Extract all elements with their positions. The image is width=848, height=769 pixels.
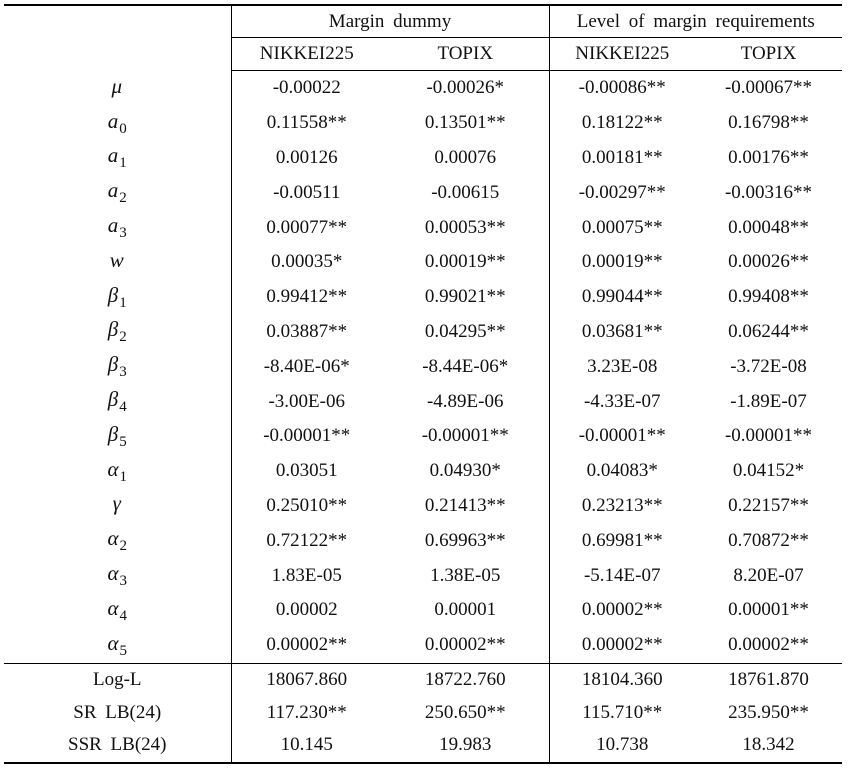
value-cell: 18722.760 bbox=[382, 663, 549, 696]
parameter-label bbox=[4, 349, 231, 384]
table-row bbox=[4, 489, 842, 524]
value-cell: 10.738 bbox=[596, 734, 649, 756]
value-cell: 18.342 bbox=[742, 734, 795, 756]
parameter-label bbox=[4, 558, 231, 593]
value-cell: 0.00176** bbox=[728, 146, 809, 168]
value-cell: -3.72E-08 bbox=[730, 355, 807, 377]
value-cell: -0.00026* bbox=[382, 71, 549, 106]
parameter-label bbox=[4, 175, 231, 210]
value-cell: -0.00297** bbox=[578, 181, 666, 203]
value-cell: 0.99044** bbox=[581, 286, 663, 308]
value-cell: 0.04930* bbox=[382, 454, 549, 489]
value-cell: 117.230** bbox=[266, 701, 347, 723]
table-row bbox=[4, 696, 842, 729]
parameter-symbol: $\alpha_2$ bbox=[107, 526, 128, 555]
value-cell: 3.23E-08 bbox=[587, 355, 658, 377]
value-cell: -0.00022 bbox=[272, 77, 341, 99]
table-row bbox=[4, 419, 842, 454]
sub-header-topix-level: TOPIX bbox=[695, 38, 842, 71]
value-cell: 0.69981** bbox=[581, 529, 663, 551]
parameter-symbol: $\alpha_4$ bbox=[107, 595, 128, 624]
table-row bbox=[4, 141, 842, 176]
value-cell: 0.04295** bbox=[382, 315, 549, 350]
statistic-label: SR LB(24) bbox=[4, 696, 231, 729]
table-row bbox=[4, 71, 842, 106]
parameter-symbol: $\alpha_5$ bbox=[107, 630, 128, 659]
table-row bbox=[4, 106, 842, 141]
value-cell: 0.99412** bbox=[266, 286, 348, 308]
parameter-label bbox=[4, 280, 231, 315]
value-cell: 0.03681** bbox=[581, 320, 663, 342]
table-row bbox=[4, 384, 842, 419]
parameter-label bbox=[4, 210, 231, 245]
parameter-symbol: $\beta_2$ bbox=[107, 317, 127, 346]
value-cell: -4.89E-06 bbox=[382, 384, 549, 419]
value-cell: 0.00001** bbox=[728, 599, 809, 621]
value-cell: 235.950** bbox=[728, 701, 809, 723]
parameter-symbol: $\beta_4$ bbox=[107, 387, 127, 416]
value-cell: -0.00001** bbox=[578, 425, 666, 447]
value-cell: 0.00002 bbox=[275, 599, 338, 621]
sub-header-nikkei-dummy: NIKKEI225 bbox=[231, 38, 382, 71]
value-cell: -5.14E-07 bbox=[583, 564, 661, 586]
group-header-row bbox=[4, 5, 842, 38]
value-cell: 0.00035* bbox=[271, 251, 343, 273]
parameter-label bbox=[4, 315, 231, 350]
value-cell: 0.00077** bbox=[266, 216, 348, 238]
value-cell: 18104.360 bbox=[581, 668, 663, 690]
value-cell: -8.40E-06* bbox=[263, 355, 350, 377]
value-cell: 0.00075** bbox=[581, 216, 663, 238]
value-cell: 0.03887** bbox=[266, 320, 348, 342]
value-cell: -4.33E-07 bbox=[583, 390, 661, 412]
value-cell: 0.04152* bbox=[732, 460, 805, 482]
value-cell: 10.145 bbox=[280, 734, 333, 756]
value-cell: -0.00001** bbox=[724, 425, 813, 447]
value-cell: 0.00002** bbox=[581, 599, 663, 621]
value-cell: 0.99021** bbox=[382, 280, 549, 315]
table-row bbox=[4, 523, 842, 558]
parameter-symbol: γ bbox=[112, 491, 121, 516]
value-cell: 0.04083* bbox=[586, 460, 658, 482]
parameter-label bbox=[4, 106, 231, 141]
table-row bbox=[4, 315, 842, 350]
value-cell: 18067.860 bbox=[266, 668, 348, 690]
value-cell: 0.00076 bbox=[382, 141, 549, 176]
sub-header-nikkei-level: NIKKEI225 bbox=[549, 38, 695, 71]
statistic-label: SSR LB(24) bbox=[4, 729, 231, 763]
value-cell: -0.00001** bbox=[263, 425, 351, 447]
value-cell: 0.99408** bbox=[728, 286, 809, 308]
parameter-symbol: $\alpha_3$ bbox=[107, 561, 128, 590]
parameter-symbol: $a_0$ bbox=[107, 108, 127, 137]
value-cell: 0.00019** bbox=[382, 245, 549, 280]
value-cell: 0.00053** bbox=[382, 210, 549, 245]
table-row bbox=[4, 628, 842, 663]
parameter-label bbox=[4, 454, 231, 489]
value-cell: 0.25010** bbox=[266, 494, 348, 516]
statistics-rows bbox=[4, 663, 842, 763]
value-cell: 0.00126 bbox=[275, 146, 338, 168]
table-row bbox=[4, 454, 842, 489]
value-cell: 0.00002** bbox=[549, 628, 695, 663]
parameter-symbol: $a_1$ bbox=[107, 143, 127, 172]
parameter-symbol: $\beta_1$ bbox=[107, 282, 127, 311]
group-header-margin-level: Level of margin requirements bbox=[549, 5, 842, 38]
parameter-label bbox=[4, 141, 231, 176]
parameter-label bbox=[4, 71, 231, 106]
value-cell: 0.06244** bbox=[728, 320, 809, 342]
value-cell: 0.16798** bbox=[728, 112, 809, 134]
parameter-label bbox=[4, 419, 231, 454]
value-cell: 0.00002** bbox=[695, 628, 842, 663]
value-cell: 0.23213** bbox=[581, 494, 663, 516]
value-cell: -0.00316** bbox=[724, 181, 813, 203]
value-cell: 19.983 bbox=[382, 729, 549, 763]
parameter-symbol: $a_3$ bbox=[107, 213, 127, 242]
parameter-label bbox=[4, 245, 231, 280]
parameter-label bbox=[4, 489, 231, 524]
value-cell: 0.03051 bbox=[275, 460, 338, 482]
parameter-symbol: $\beta_3$ bbox=[107, 352, 127, 381]
parameter-symbol: $a_2$ bbox=[107, 178, 127, 207]
value-cell: 0.00048** bbox=[728, 216, 809, 238]
value-cell: 0.13501** bbox=[382, 106, 549, 141]
value-cell: 0.00002** bbox=[382, 628, 549, 663]
value-cell: -3.00E-06 bbox=[268, 390, 345, 412]
table-row bbox=[4, 729, 842, 763]
value-cell: -0.00001** bbox=[382, 419, 549, 454]
value-cell: -0.00615 bbox=[382, 175, 549, 210]
results-table bbox=[4, 4, 842, 764]
value-cell: -0.00086** bbox=[578, 77, 666, 99]
value-cell: 0.22157** bbox=[728, 494, 809, 516]
group-header-margin-dummy: Margin dummy bbox=[231, 5, 549, 38]
parameter-label bbox=[4, 523, 231, 558]
corner-cell bbox=[4, 5, 231, 71]
value-cell: 0.00026** bbox=[728, 251, 809, 273]
parameter-symbol: μ bbox=[111, 73, 123, 98]
table-row bbox=[4, 210, 842, 245]
parameter-symbol: w bbox=[109, 247, 124, 272]
value-cell: 0.21413** bbox=[382, 489, 549, 524]
value-cell: 250.650** bbox=[382, 696, 549, 729]
table-row bbox=[4, 558, 842, 593]
parameter-label bbox=[4, 628, 231, 663]
value-cell: 0.70872** bbox=[728, 529, 809, 551]
value-cell: 18761.870 bbox=[728, 668, 809, 690]
value-cell: 0.72122** bbox=[266, 529, 348, 551]
table-row bbox=[4, 175, 842, 210]
parameter-symbol: $\beta_5$ bbox=[107, 421, 127, 450]
parameter-label bbox=[4, 593, 231, 628]
value-cell: -0.00067** bbox=[724, 77, 813, 99]
value-cell: 8.20E-07 bbox=[733, 564, 804, 586]
value-cell: -0.00511 bbox=[273, 181, 341, 203]
parameter-symbol: $\alpha_1$ bbox=[107, 456, 128, 485]
table-row bbox=[4, 663, 842, 696]
parameter-rows bbox=[4, 71, 842, 664]
value-cell: 0.00002** bbox=[231, 628, 382, 663]
table-row bbox=[4, 349, 842, 384]
table-row bbox=[4, 593, 842, 628]
value-cell: 1.38E-05 bbox=[382, 558, 549, 593]
sub-header-topix-dummy: TOPIX bbox=[382, 38, 549, 71]
value-cell: 1.83E-05 bbox=[271, 564, 342, 586]
value-cell: -8.44E-06* bbox=[382, 349, 549, 384]
value-cell: 0.00019** bbox=[581, 251, 663, 273]
table-row bbox=[4, 245, 842, 280]
parameter-label bbox=[4, 384, 231, 419]
value-cell: 0.11558** bbox=[266, 112, 347, 134]
value-cell: -1.89E-07 bbox=[730, 390, 807, 412]
table-row bbox=[4, 280, 842, 315]
statistic-label: Log-L bbox=[4, 663, 231, 696]
value-cell: 0.18122** bbox=[581, 112, 663, 134]
table-header bbox=[4, 5, 842, 71]
value-cell: 0.00001 bbox=[382, 593, 549, 628]
value-cell: 0.00181** bbox=[581, 146, 663, 168]
value-cell: 115.710** bbox=[582, 701, 663, 723]
value-cell: 0.69963** bbox=[382, 523, 549, 558]
